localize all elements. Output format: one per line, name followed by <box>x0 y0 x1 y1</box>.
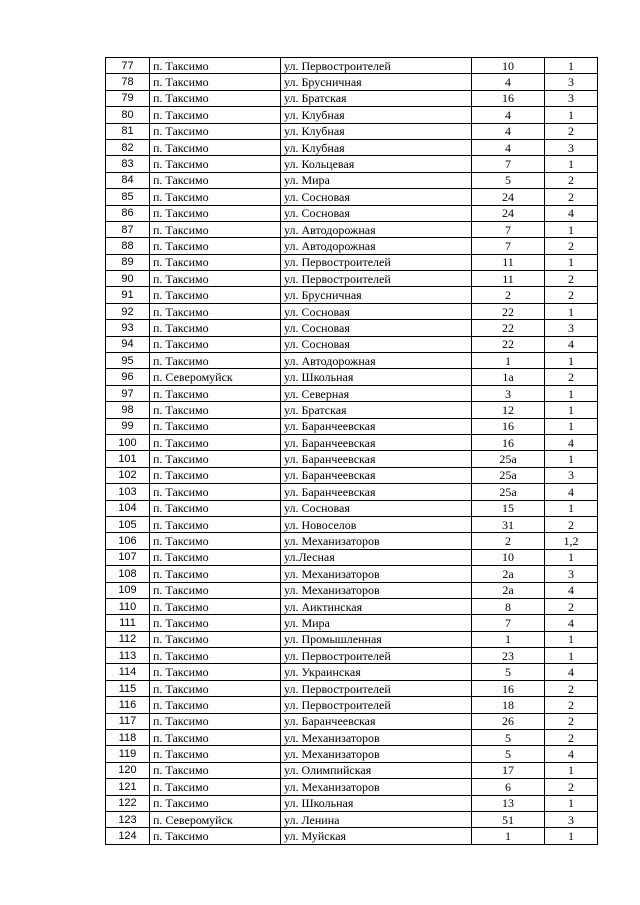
house-number-cell: 13 <box>472 795 545 811</box>
street-cell: ул. Механизаторов <box>281 746 472 762</box>
settlement-cell: п. Таксимо <box>150 336 281 352</box>
settlement-cell: п. Таксимо <box>150 434 281 450</box>
settlement-cell: п. Таксимо <box>150 582 281 598</box>
apartment-number-cell: 3 <box>545 90 598 106</box>
apartment-number-cell: 1 <box>545 648 598 664</box>
row-number-cell: 79 <box>106 90 150 106</box>
street-cell: ул. Аиктинская <box>281 598 472 614</box>
house-number-cell: 16 <box>472 418 545 434</box>
street-cell: ул. Механизаторов <box>281 779 472 795</box>
settlement-cell: п. Северомуйск <box>150 811 281 827</box>
table-row <box>106 746 598 762</box>
apartment-number-cell: 3 <box>545 811 598 827</box>
house-number-cell: 24 <box>472 205 545 221</box>
table-row <box>106 402 598 418</box>
house-number-cell: 24 <box>472 189 545 205</box>
row-number-cell: 114 <box>106 664 150 680</box>
settlement-cell: п. Таксимо <box>150 664 281 680</box>
apartment-number-cell: 1 <box>545 303 598 319</box>
apartment-number-cell: 1 <box>545 549 598 565</box>
row-number-cell: 88 <box>106 238 150 254</box>
street-cell: ул. Кольцевая <box>281 156 472 172</box>
row-number-cell: 110 <box>106 598 150 614</box>
apartment-number-cell: 1 <box>545 828 598 844</box>
row-number-cell: 84 <box>106 172 150 188</box>
street-cell: ул. Брусничная <box>281 287 472 303</box>
settlement-cell: п. Таксимо <box>150 254 281 270</box>
street-cell: ул. Мира <box>281 172 472 188</box>
apartment-number-cell: 1 <box>545 221 598 237</box>
table-row <box>106 828 598 844</box>
house-number-cell: 4 <box>472 74 545 90</box>
house-number-cell: 16 <box>472 680 545 696</box>
row-number-cell: 123 <box>106 811 150 827</box>
street-cell: ул. Клубная <box>281 107 472 123</box>
settlement-cell: п. Таксимо <box>150 615 281 631</box>
street-cell: ул. Сосновая <box>281 205 472 221</box>
house-number-cell: 2а <box>472 582 545 598</box>
apartment-number-cell: 1 <box>545 58 598 74</box>
table-row <box>106 615 598 631</box>
table-row <box>106 385 598 401</box>
street-cell: ул. Баранчеевская <box>281 418 472 434</box>
apartment-number-cell: 4 <box>545 484 598 500</box>
house-number-cell: 11 <box>472 271 545 287</box>
street-cell: ул. Северная <box>281 385 472 401</box>
street-cell: ул. Автодорожная <box>281 221 472 237</box>
table-row <box>106 582 598 598</box>
apartment-number-cell: 2 <box>545 779 598 795</box>
row-number-cell: 97 <box>106 385 150 401</box>
street-cell: ул. Новоселов <box>281 516 472 532</box>
row-number-cell: 82 <box>106 139 150 155</box>
settlement-cell: п. Таксимо <box>150 500 281 516</box>
table-row <box>106 271 598 287</box>
table-row <box>106 451 598 467</box>
apartment-number-cell: 1 <box>545 353 598 369</box>
street-cell: ул. Автодорожная <box>281 353 472 369</box>
apartment-number-cell: 2 <box>545 369 598 385</box>
apartment-number-cell: 3 <box>545 566 598 582</box>
house-number-cell: 7 <box>472 238 545 254</box>
house-number-cell: 4 <box>472 107 545 123</box>
table-row <box>106 139 598 155</box>
street-cell: ул. Муйская <box>281 828 472 844</box>
house-number-cell: 12 <box>472 402 545 418</box>
settlement-cell: п. Таксимо <box>150 238 281 254</box>
settlement-cell: п. Таксимо <box>150 713 281 729</box>
row-number-cell: 77 <box>106 58 150 74</box>
apartment-number-cell: 4 <box>545 664 598 680</box>
row-number-cell: 117 <box>106 713 150 729</box>
table-row <box>106 697 598 713</box>
street-cell: ул. Сосновая <box>281 303 472 319</box>
table-row <box>106 762 598 778</box>
row-number-cell: 111 <box>106 615 150 631</box>
street-cell: ул. Сосновая <box>281 189 472 205</box>
settlement-cell: п. Таксимо <box>150 795 281 811</box>
table-row <box>106 418 598 434</box>
apartment-number-cell: 2 <box>545 123 598 139</box>
settlement-cell: п. Таксимо <box>150 484 281 500</box>
settlement-cell: п. Таксимо <box>150 156 281 172</box>
settlement-cell: п. Северомуйск <box>150 369 281 385</box>
table-row <box>106 205 598 221</box>
apartment-number-cell: 1 <box>545 631 598 647</box>
apartment-number-cell: 2 <box>545 271 598 287</box>
street-cell: ул. Баранчеевская <box>281 484 472 500</box>
row-number-cell: 118 <box>106 730 150 746</box>
table-row <box>106 648 598 664</box>
settlement-cell: п. Таксимо <box>150 139 281 155</box>
settlement-cell: п. Таксимо <box>150 287 281 303</box>
settlement-cell: п. Таксимо <box>150 467 281 483</box>
house-number-cell: 15 <box>472 500 545 516</box>
street-cell: ул. Брусничная <box>281 74 472 90</box>
table-row <box>106 631 598 647</box>
house-number-cell: 7 <box>472 615 545 631</box>
row-number-cell: 99 <box>106 418 150 434</box>
settlement-cell: п. Таксимо <box>150 58 281 74</box>
street-cell: ул. Первостроителей <box>281 697 472 713</box>
table-row <box>106 566 598 582</box>
table-row <box>106 353 598 369</box>
settlement-cell: п. Таксимо <box>150 549 281 565</box>
settlement-cell: п. Таксимо <box>150 402 281 418</box>
house-number-cell: 7 <box>472 221 545 237</box>
house-number-cell: 4 <box>472 123 545 139</box>
row-number-cell: 92 <box>106 303 150 319</box>
table-row <box>106 287 598 303</box>
settlement-cell: п. Таксимо <box>150 533 281 549</box>
apartment-number-cell: 1 <box>545 795 598 811</box>
apartment-number-cell: 1 <box>545 156 598 172</box>
row-number-cell: 78 <box>106 74 150 90</box>
street-cell: ул. Ленина <box>281 811 472 827</box>
street-cell: ул. Сосновая <box>281 336 472 352</box>
house-number-cell: 2а <box>472 566 545 582</box>
house-number-cell: 22 <box>472 320 545 336</box>
apartment-number-cell: 1 <box>545 402 598 418</box>
street-cell: ул. Механизаторов <box>281 566 472 582</box>
table-row <box>106 221 598 237</box>
apartment-number-cell: 2 <box>545 697 598 713</box>
settlement-cell: п. Таксимо <box>150 697 281 713</box>
row-number-cell: 96 <box>106 369 150 385</box>
settlement-cell: п. Таксимо <box>150 828 281 844</box>
apartment-number-cell: 4 <box>545 615 598 631</box>
row-number-cell: 109 <box>106 582 150 598</box>
row-number-cell: 120 <box>106 762 150 778</box>
settlement-cell: п. Таксимо <box>150 303 281 319</box>
street-cell: ул. Баранчеевская <box>281 467 472 483</box>
apartment-number-cell: 2 <box>545 680 598 696</box>
street-cell: ул. Сосновая <box>281 500 472 516</box>
table-row <box>106 779 598 795</box>
table-row <box>106 58 598 74</box>
table-row <box>106 516 598 532</box>
house-number-cell: 1а <box>472 369 545 385</box>
table-row <box>106 336 598 352</box>
row-number-cell: 119 <box>106 746 150 762</box>
table-row <box>106 467 598 483</box>
apartment-number-cell: 4 <box>545 746 598 762</box>
street-cell: ул. Школьная <box>281 795 472 811</box>
house-number-cell: 26 <box>472 713 545 729</box>
apartment-number-cell: 3 <box>545 139 598 155</box>
street-cell: ул. Баранчеевская <box>281 713 472 729</box>
row-number-cell: 91 <box>106 287 150 303</box>
settlement-cell: п. Таксимо <box>150 320 281 336</box>
row-number-cell: 93 <box>106 320 150 336</box>
house-number-cell: 51 <box>472 811 545 827</box>
row-number-cell: 108 <box>106 566 150 582</box>
settlement-cell: п. Таксимо <box>150 779 281 795</box>
apartment-number-cell: 2 <box>545 172 598 188</box>
settlement-cell: п. Таксимо <box>150 385 281 401</box>
street-cell: ул. Украинская <box>281 664 472 680</box>
house-number-cell: 1 <box>472 353 545 369</box>
row-number-cell: 98 <box>106 402 150 418</box>
table-row <box>106 369 598 385</box>
table-row <box>106 303 598 319</box>
table-row <box>106 90 598 106</box>
table-row <box>106 500 598 516</box>
apartment-number-cell: 3 <box>545 320 598 336</box>
row-number-cell: 89 <box>106 254 150 270</box>
house-number-cell: 7 <box>472 156 545 172</box>
house-number-cell: 2 <box>472 533 545 549</box>
house-number-cell: 5 <box>472 730 545 746</box>
table-row <box>106 254 598 270</box>
apartment-number-cell: 2 <box>545 238 598 254</box>
house-number-cell: 16 <box>472 90 545 106</box>
address-table <box>105 57 598 845</box>
apartment-number-cell: 1 <box>545 451 598 467</box>
table-row <box>106 730 598 746</box>
table-row <box>106 434 598 450</box>
row-number-cell: 105 <box>106 516 150 532</box>
apartment-number-cell: 1 <box>545 762 598 778</box>
row-number-cell: 115 <box>106 680 150 696</box>
settlement-cell: п. Таксимо <box>150 680 281 696</box>
apartment-number-cell: 2 <box>545 730 598 746</box>
settlement-cell: п. Таксимо <box>150 451 281 467</box>
settlement-cell: п. Таксимо <box>150 566 281 582</box>
settlement-cell: п. Таксимо <box>150 418 281 434</box>
settlement-cell: п. Таксимо <box>150 205 281 221</box>
house-number-cell: 2 <box>472 287 545 303</box>
table-row <box>106 713 598 729</box>
settlement-cell: п. Таксимо <box>150 271 281 287</box>
row-number-cell: 124 <box>106 828 150 844</box>
table-row <box>106 811 598 827</box>
street-cell: ул. Механизаторов <box>281 533 472 549</box>
row-number-cell: 81 <box>106 123 150 139</box>
row-number-cell: 87 <box>106 221 150 237</box>
apartment-number-cell: 3 <box>545 74 598 90</box>
table-row <box>106 74 598 90</box>
row-number-cell: 121 <box>106 779 150 795</box>
row-number-cell: 104 <box>106 500 150 516</box>
house-number-cell: 22 <box>472 336 545 352</box>
street-cell: ул. Баранчеевская <box>281 434 472 450</box>
street-cell: ул. Первостроителей <box>281 254 472 270</box>
row-number-cell: 102 <box>106 467 150 483</box>
row-number-cell: 86 <box>106 205 150 221</box>
street-cell: ул. Первостроителей <box>281 58 472 74</box>
street-cell: ул. Первостроителей <box>281 648 472 664</box>
street-cell: ул.Лесная <box>281 549 472 565</box>
house-number-cell: 5 <box>472 664 545 680</box>
street-cell: ул. Первостроителей <box>281 271 472 287</box>
house-number-cell: 11 <box>472 254 545 270</box>
house-number-cell: 23 <box>472 648 545 664</box>
apartment-number-cell: 3 <box>545 467 598 483</box>
street-cell: ул. Братская <box>281 90 472 106</box>
apartment-number-cell: 2 <box>545 287 598 303</box>
street-cell: ул. Клубная <box>281 123 472 139</box>
row-number-cell: 100 <box>106 434 150 450</box>
apartment-number-cell: 1 <box>545 385 598 401</box>
house-number-cell: 25а <box>472 451 545 467</box>
apartment-number-cell: 2 <box>545 516 598 532</box>
address-table-body <box>106 58 598 845</box>
house-number-cell: 4 <box>472 139 545 155</box>
row-number-cell: 122 <box>106 795 150 811</box>
table-row <box>106 189 598 205</box>
table-row <box>106 549 598 565</box>
table-row <box>106 320 598 336</box>
house-number-cell: 8 <box>472 598 545 614</box>
settlement-cell: п. Таксимо <box>150 598 281 614</box>
settlement-cell: п. Таксимо <box>150 746 281 762</box>
row-number-cell: 90 <box>106 271 150 287</box>
row-number-cell: 95 <box>106 353 150 369</box>
street-cell: ул. Автодорожная <box>281 238 472 254</box>
row-number-cell: 94 <box>106 336 150 352</box>
street-cell: ул. Клубная <box>281 139 472 155</box>
row-number-cell: 116 <box>106 697 150 713</box>
table-row <box>106 533 598 549</box>
house-number-cell: 10 <box>472 549 545 565</box>
street-cell: ул. Первостроителей <box>281 680 472 696</box>
house-number-cell: 6 <box>472 779 545 795</box>
house-number-cell: 25а <box>472 467 545 483</box>
settlement-cell: п. Таксимо <box>150 107 281 123</box>
row-number-cell: 85 <box>106 189 150 205</box>
house-number-cell: 10 <box>472 58 545 74</box>
street-cell: ул. Школьная <box>281 369 472 385</box>
row-number-cell: 83 <box>106 156 150 172</box>
row-number-cell: 112 <box>106 631 150 647</box>
table-row <box>106 107 598 123</box>
row-number-cell: 106 <box>106 533 150 549</box>
apartment-number-cell: 4 <box>545 336 598 352</box>
street-cell: ул. Мира <box>281 615 472 631</box>
row-number-cell: 103 <box>106 484 150 500</box>
apartment-number-cell: 2 <box>545 598 598 614</box>
table-row <box>106 664 598 680</box>
row-number-cell: 101 <box>106 451 150 467</box>
apartment-number-cell: 1 <box>545 500 598 516</box>
row-number-cell: 80 <box>106 107 150 123</box>
house-number-cell: 16 <box>472 434 545 450</box>
house-number-cell: 5 <box>472 746 545 762</box>
street-cell: ул. Механизаторов <box>281 582 472 598</box>
table-row <box>106 123 598 139</box>
apartment-number-cell: 1 <box>545 107 598 123</box>
settlement-cell: п. Таксимо <box>150 730 281 746</box>
settlement-cell: п. Таксимо <box>150 172 281 188</box>
table-row <box>106 156 598 172</box>
settlement-cell: п. Таксимо <box>150 221 281 237</box>
house-number-cell: 18 <box>472 697 545 713</box>
street-cell: ул. Промышленная <box>281 631 472 647</box>
street-cell: ул. Сосновая <box>281 320 472 336</box>
settlement-cell: п. Таксимо <box>150 516 281 532</box>
table-row <box>106 680 598 696</box>
house-number-cell: 17 <box>472 762 545 778</box>
house-number-cell: 3 <box>472 385 545 401</box>
settlement-cell: п. Таксимо <box>150 353 281 369</box>
house-number-cell: 31 <box>472 516 545 532</box>
apartment-number-cell: 4 <box>545 205 598 221</box>
apartment-number-cell: 4 <box>545 434 598 450</box>
settlement-cell: п. Таксимо <box>150 648 281 664</box>
settlement-cell: п. Таксимо <box>150 90 281 106</box>
settlement-cell: п. Таксимо <box>150 189 281 205</box>
table-row <box>106 795 598 811</box>
settlement-cell: п. Таксимо <box>150 123 281 139</box>
apartment-number-cell: 1 <box>545 418 598 434</box>
apartment-number-cell: 1,2 <box>545 533 598 549</box>
apartment-number-cell: 2 <box>545 189 598 205</box>
table-row <box>106 172 598 188</box>
row-number-cell: 107 <box>106 549 150 565</box>
apartment-number-cell: 2 <box>545 713 598 729</box>
settlement-cell: п. Таксимо <box>150 762 281 778</box>
table-row <box>106 238 598 254</box>
street-cell: ул. Олимпийская <box>281 762 472 778</box>
house-number-cell: 22 <box>472 303 545 319</box>
house-number-cell: 1 <box>472 631 545 647</box>
table-row <box>106 598 598 614</box>
settlement-cell: п. Таксимо <box>150 74 281 90</box>
house-number-cell: 25а <box>472 484 545 500</box>
street-cell: ул. Механизаторов <box>281 730 472 746</box>
house-number-cell: 1 <box>472 828 545 844</box>
table-row <box>106 484 598 500</box>
street-cell: ул. Баранчеевская <box>281 451 472 467</box>
apartment-number-cell: 4 <box>545 582 598 598</box>
house-number-cell: 5 <box>472 172 545 188</box>
street-cell: ул. Братская <box>281 402 472 418</box>
apartment-number-cell: 1 <box>545 254 598 270</box>
settlement-cell: п. Таксимо <box>150 631 281 647</box>
row-number-cell: 113 <box>106 648 150 664</box>
